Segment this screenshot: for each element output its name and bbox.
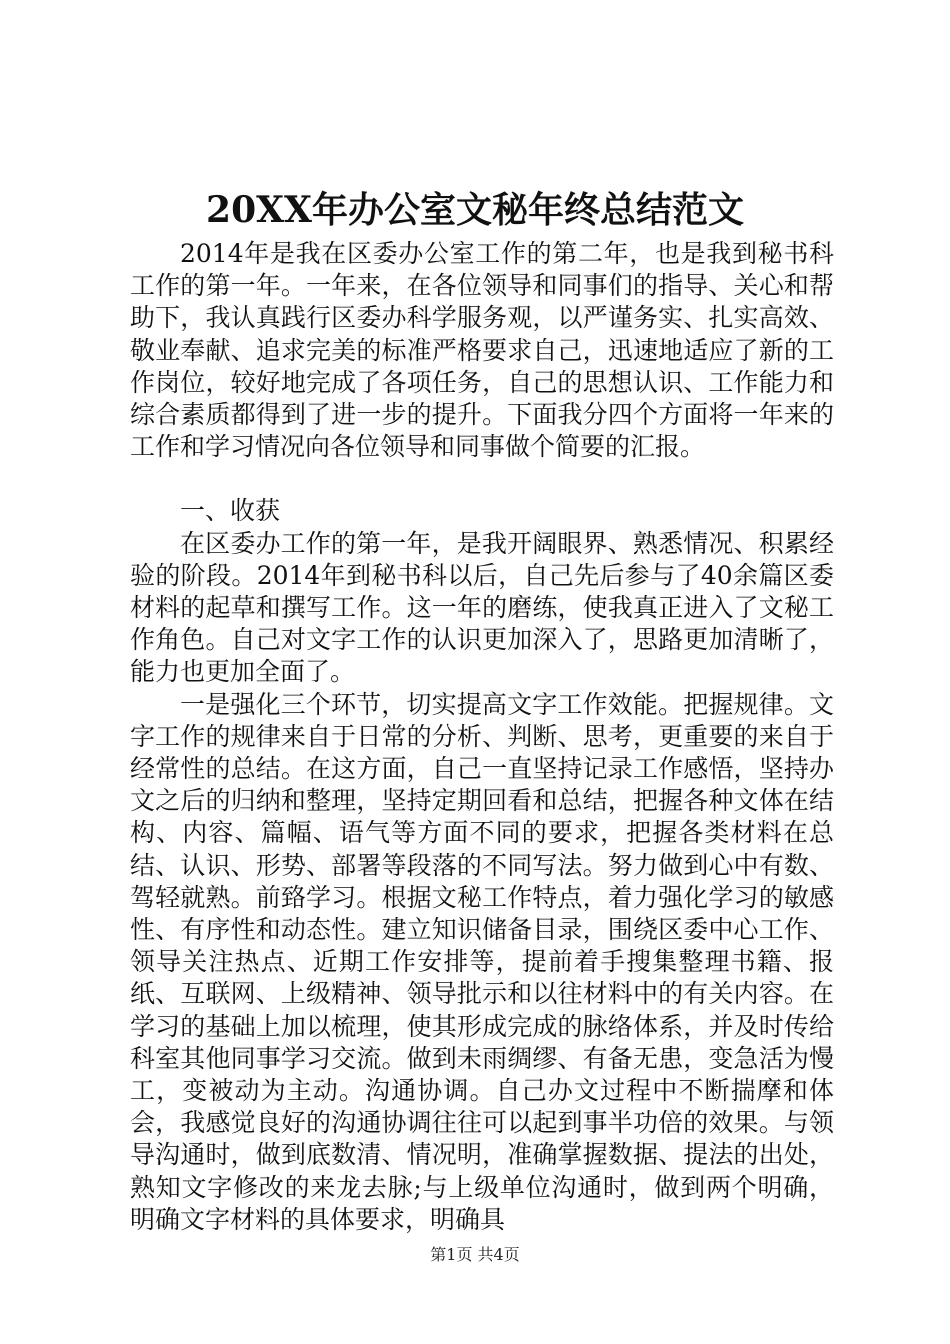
document-body (130, 238, 834, 1236)
page-footer: 第1页 共4页 (430, 1245, 520, 1264)
harvest-paragraph: 在区委办工作的第一年，是我开阔眼界、熟悉情况、积累经验的阶段。2014年到秘书科以后，自己先后参与了40余篇区委材料的起草和撰写工作。这一年的磨练，使我真正进入了文秘工作角色。自己对文字工作的认识更加深入了，思路更加清晰了，能力也更加全面了。 (130, 528, 834, 687)
intro-paragraph: 2014年是我在区委办公室工作的第二年，也是我到秘书科工作的第一年。一年来，在各位领导和同事们的指导、关心和帮助下，我认真践行区委办科学服务观，以严谨务实、扎实高效、敬业奉献、追求完美的标准严格要求自己，迅速地适应了新的工作岗位，较好地完成了各项任务，自己的思想认识、工作能力和综合素质都得到了进一步的提升。下面我分四个方面将一年来的工作和学习情况向各位领导和同事做个简要的汇报。 (130, 239, 834, 462)
section-heading-harvest: 一、收获 (180, 496, 281, 526)
document-title: 20XX年办公室文秘年终总结范文 (206, 189, 744, 231)
first-point-paragraph: 一是强化三个环节，切实提高文字工作效能。把握规律。文字工作的规律来自于日常的分析、判断、思考，更重要的来自于经常性的总结。在这方面，自己一直坚持记录工作感悟，坚持办文之后的归纳和整理，坚持定期回看和总结，把握各种文体在结构、内容、篇幅、语气等方面不同的要求，把握各类材料在总结、认识、形势、部署等段落的不同写法。努力做到心中有数、驾轻就熟。前臵学习。根据文秘工作特点，着力强化学习的敏感性、有序性和动态性。建立知识储备目录，围绕区委中心工作、领导关注热点、近期工作安排等，提前着手搜集整理书籍、报纸、互联网、上级精神、领导批示和以往材料中的有关内容。在学习的基础上加以梳理，使其形成完成的脉络体系，并及时传给科室其他同事学习交流。做到未雨绸缪、有备无患，变急活为慢工，变被动为主动。沟通协调。自己办文过程中不断揣摩和体会，我感觉良好的沟通协调往往可以起到事半功倍的效果。与领导沟通时，做到底数清、情况明，准确掌握数据、提法的出处，熟知文字修改的来龙去脉;与上级单位沟通时，做到两个明确，明确文字材料的具体要求，明确具 (130, 689, 834, 1234)
